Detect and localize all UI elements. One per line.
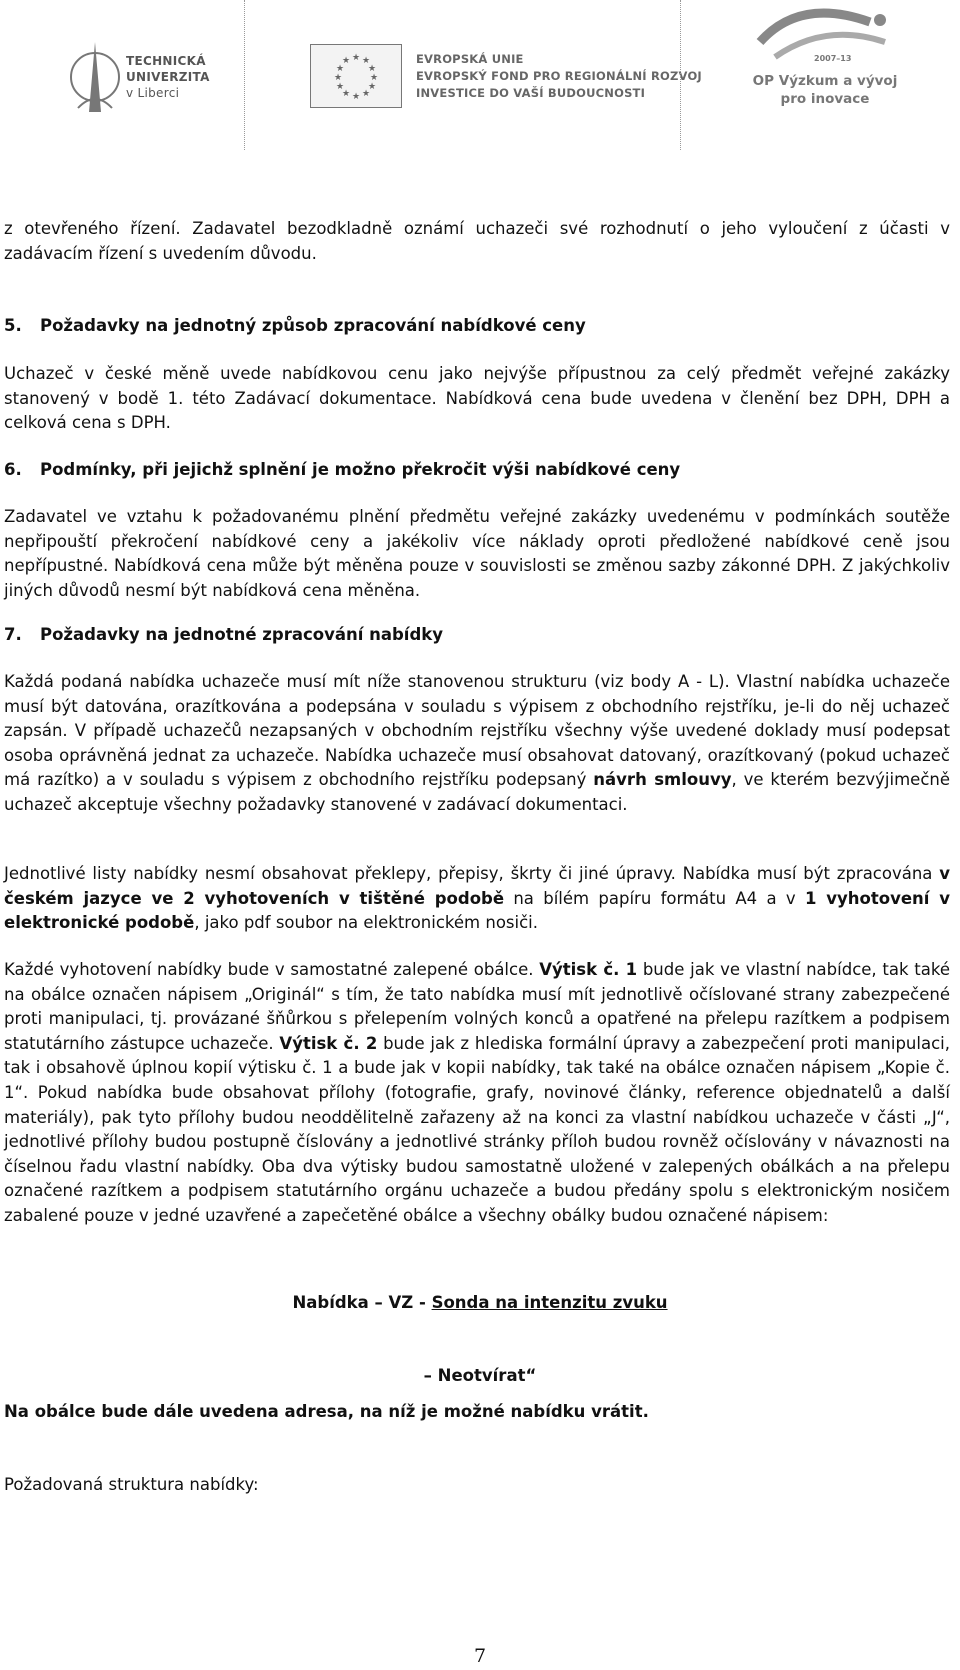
section-7-paragraph-2 xyxy=(4,862,950,936)
svg-text:★: ★ xyxy=(361,56,371,66)
bold-run: návrh smlouvy xyxy=(593,770,732,790)
address-note: Na obálce bude dále uvedena adresa, na níž je možné nabídku vrátit. xyxy=(4,1402,649,1421)
eu-logo-text xyxy=(416,51,702,102)
svg-text:★: ★ xyxy=(369,73,379,83)
text-run: bude jak ve vlastní nabídce, tak také na obálce označen nápisem „Originál“ s tím, že tato nabídka musí mít jednotlivě očíslované strany zabezpečené proti manipulaci, tj. provázané šňůrkou s přelepením volných konců a opatřené na přelepu razítkem a podpisem statutárního zástupce uchazeče. xyxy=(4,960,950,1053)
eu-logo-line: INVESTICE DO VAŠÍ BUDOUCNOSTI xyxy=(416,85,646,100)
section-number: 5. xyxy=(4,316,22,335)
svg-text:★: ★ xyxy=(361,89,371,99)
page-number: 7 xyxy=(473,1645,487,1667)
text-run: , jako pdf soubor na elektronickém nosiči. xyxy=(194,913,538,933)
envelope-prefix: Nabídka – VZ - xyxy=(292,1293,432,1312)
structure-label: Požadovaná struktura nabídky: xyxy=(4,1475,259,1494)
section-title: Podmínky, při jejichž splnění je možno překročit výši nabídkové ceny xyxy=(40,460,681,479)
eu-logo-line: EVROPSKÁ UNIE xyxy=(416,51,524,66)
section-number: 7. xyxy=(4,625,22,644)
tul-logo-line: v Liberci xyxy=(126,86,180,100)
section-5-heading xyxy=(4,314,586,338)
tul-emblem-icon xyxy=(70,38,120,116)
envelope-tender-name: Sonda na intenzitu zvuku xyxy=(431,1293,668,1312)
section-number: 6. xyxy=(4,460,22,479)
svg-text:★: ★ xyxy=(367,64,377,74)
section-7-paragraph-3 xyxy=(4,958,950,1229)
svg-text:★: ★ xyxy=(341,56,351,66)
svg-text:★: ★ xyxy=(367,82,377,92)
envelope-label xyxy=(0,1291,960,1315)
section-7-paragraph-1 xyxy=(4,670,950,818)
do-not-open-label: – Neotvírat“ xyxy=(423,1366,537,1385)
op-title-line: pro inovace xyxy=(780,91,870,107)
bold-run: Výtisk č. 2 xyxy=(279,1033,378,1053)
eu-flag-icon xyxy=(310,44,402,108)
text-run: , ve kterém bezvýjimečně uchazeč akceptuje všechny požadavky stanovené v zadávací dokumentaci. xyxy=(4,770,950,814)
text-run: Každá podaná nabídka uchazeče musí mít níže stanovenou strukturu (viz body A - L). Vlastní nabídka uchazeče musí být datována, orazítkována a podepsána v souladu s výpisem z obchodního rejstříku, je-li do něj uchazeč zapsán. V případě uchazečů nezapsaných v obchodním rejstříku všechny výše uvedené doklady musí podepsat osoba oprávněná jednat za uchazeče. Nabídka uchazeče musí obsahovat datovaný, orazítkovaný (pokud uchazeč má razítko) a v souladu s výpisem z obchodního rejstříku podepsaný xyxy=(4,672,950,790)
svg-text:★: ★ xyxy=(335,82,345,92)
section-6-heading xyxy=(4,458,680,482)
op-years: 2007–13 xyxy=(814,54,852,63)
op-title xyxy=(740,72,910,108)
op-title-line: OP Výzkum a vývoj xyxy=(752,73,898,89)
tul-logo xyxy=(70,38,210,116)
header-divider xyxy=(680,0,682,150)
tul-logo-line: TECHNICKÁ xyxy=(126,54,206,68)
tul-logo-text xyxy=(126,53,210,101)
svg-text:★: ★ xyxy=(341,89,351,99)
section-title: Požadavky na jednotný způsob zpracování nabídkové ceny xyxy=(40,316,586,335)
section-7-heading xyxy=(4,623,443,647)
svg-text:★: ★ xyxy=(335,64,345,74)
text-run: Každé vyhotovení nabídky bude v samostatné zalepené obálce. xyxy=(4,960,540,979)
intro-paragraph: z otevřeného řízení. Zadavatel bezodkladně oznámí uchazeči své rozhodnutí o jeho vyloučení z účasti v zadávacím řízení s uvedením důvodu. xyxy=(4,219,950,263)
bold-run: 1 vyhotovení v elektronické podobě xyxy=(4,888,950,933)
eu-logo-line: EVROPSKÝ FOND PRO REGIONÁLNÍ ROZVOJ xyxy=(416,68,702,83)
text-run: Jednotlivé listy nabídky nesmí obsahovat překlepy, přepisy, škrty či jiné úpravy. Nabídka musí být zpracována xyxy=(4,864,940,883)
svg-text:★: ★ xyxy=(351,53,361,63)
section-6-paragraph: Zadavatel ve vztahu k požadovanému plnění předmětu veřejné zakázky uvedenému v podmínkách soutěže nepřipouští překročení nabídkové ceny a jakékoliv více náklady oproti předložené nabídkové ceně jsou nepřípustné. Nabídková cena může být měněna pouze v souvislosti se změnou sazby zákonné DPH. Z jakýchkoliv jiných důvodů nesmí být nabídková cena měněna. xyxy=(4,507,950,600)
section-title: Požadavky na jednotné zpracování nabídky xyxy=(40,625,444,644)
tul-logo-line: UNIVERZITA xyxy=(126,70,210,84)
svg-text:★: ★ xyxy=(351,92,361,102)
page-header xyxy=(0,0,960,170)
section-5-paragraph: Uchazeč v české měně uvede nabídkovou cenu jako nejvýše přípustnou za celý předmět veřejné zakázky stanovený v bodě 1. této Zadávací dokumentace. Nabídková cena bude uvedena v členění bez DPH, DPH a celková cena s DPH. xyxy=(4,364,950,433)
svg-text:★: ★ xyxy=(333,73,343,83)
text-run: na bílém papíru formátu A4 a v xyxy=(504,888,805,908)
header-divider xyxy=(244,0,246,150)
bold-run: v českém jazyce ve 2 vyhotoveních v tištěné podobě xyxy=(4,864,950,908)
text-run: bude jak z hlediska formální úpravy a zabezpečení proti manipulaci, tak i obsahově úplnou kopií výtisku č. 1 a bude jak v kopii nabídky, tak také na obálce označen nápisem „Kopie č. 1“. Pokud nabídka bude obsahovat přílohy (fotografie, grafy, novinové články, reference objednatelů a další materiály), pak tyto přílohy budou neoddělitelně zařazeny až na konci za vlastní nabídkou uchazeče v části „J“, jednotlivé přílohy budou postupně číslovány a jednotlivé stránky příloh budou rovněž očíslovány v návaznosti na číselnou řadu vlastní nabídky. Oba dva výtisky budou samostatně uložené v zalepených obálkách a na přelepu označené razítkem a podpisem statutárního orgánu uchazeče a budou předány spolu s elektronickým nosičem zabalené pouze v jedné uzavřené a zapečetěné obálce a všechny obálky budou označené nápisem: xyxy=(4,1033,950,1225)
eu-logo xyxy=(310,44,702,108)
op-vavpi-logo xyxy=(740,2,910,122)
bold-run: Výtisk č. 1 xyxy=(539,960,638,979)
